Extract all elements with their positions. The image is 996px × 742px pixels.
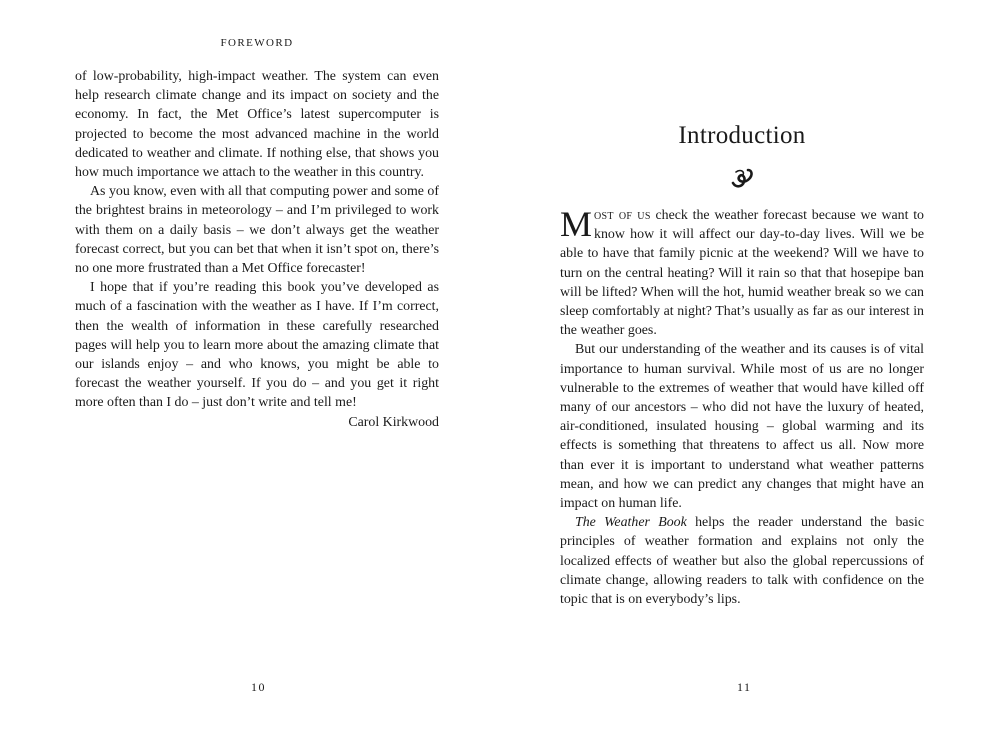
introduction-text	[560, 206, 924, 609]
foreword-paragraph-3: I hope that if you’re reading this book you’ve developed as much of a fascination with the weather as I have. If I’m correct, then the wealth of information in these carefully researched pages will help you to learn more about the amazing climate that our islands enjoy – and who knows, you might be able to forecast the weather yourself. If you do – and you get it right more often than I do – just don’t write and tell me!	[75, 280, 439, 411]
book-title-italic: The Weather Book	[575, 515, 687, 531]
foreword-text	[75, 67, 439, 432]
chapter-title: Introduction	[678, 122, 806, 149]
intro-paragraph-3-text: helps the reader understand the basic principles of weather formation and explains not only the localized effects of weather but also the global repercussions of climate change, allowing readers to talk with confidence on the topic that is on everybody’s lips.	[560, 515, 925, 608]
running-head: FOREWORD	[220, 37, 294, 49]
page-number-left: 10	[251, 680, 266, 694]
flourish-ornament-icon	[730, 167, 756, 189]
intro-paragraph-3	[560, 513, 924, 609]
page-number-right: 11	[737, 680, 752, 694]
opening-small-caps: ost of us	[594, 208, 651, 223]
author-signature: Carol Kirkwood	[348, 414, 439, 430]
intro-paragraph-2: But our understanding of the weather and its causes is of vital importance to human survival. While most of us are no longer vulnerable to the extremes of weather that would have killed off many of our ancestors – who did not have the luxury of heated, air-conditioned, insulated housing – global warming and its effects is something that threatens to affect us all. Now more than ever it is important to understand what weather patterns mean, and how we can predict any changes that might have an impact on human life.	[560, 342, 924, 512]
drop-cap: M	[560, 204, 593, 244]
foreword-paragraph-1: of low-probability, high-impact weather. The system can even help research climate change and its impact on society and the economy. In fact, the Met Office’s latest supercomputer is projected to become the most advanced machine in the world dedicated to weather and climate. If nothing else, that shows you how much importance we attach to the weather in this country.	[75, 69, 439, 181]
right-page	[498, 0, 996, 742]
foreword-paragraph-2: As you know, even with all that computing power and some of the brightest brains in meteorology – and I’m privileged to work with them on a daily basis – we don’t always get the weather forecast correct, but you can bet that when it isn’t spot on, there’s no one more frustrated than a Met Office forecaster!	[75, 184, 439, 277]
intro-paragraph-1-text: check the weather forecast because we want to know how it will affect our day-to-day lives. Will we be able to have that family picnic at the weekend? Will we have to turn on the central heating? Will it rain so that that hosepipe ban will be lifted? When will the hot, humid weather break so we can sleep comfortably at night? That’s usually as far as our interest in the weather goes.	[560, 208, 925, 339]
intro-paragraph-1	[560, 206, 924, 340]
